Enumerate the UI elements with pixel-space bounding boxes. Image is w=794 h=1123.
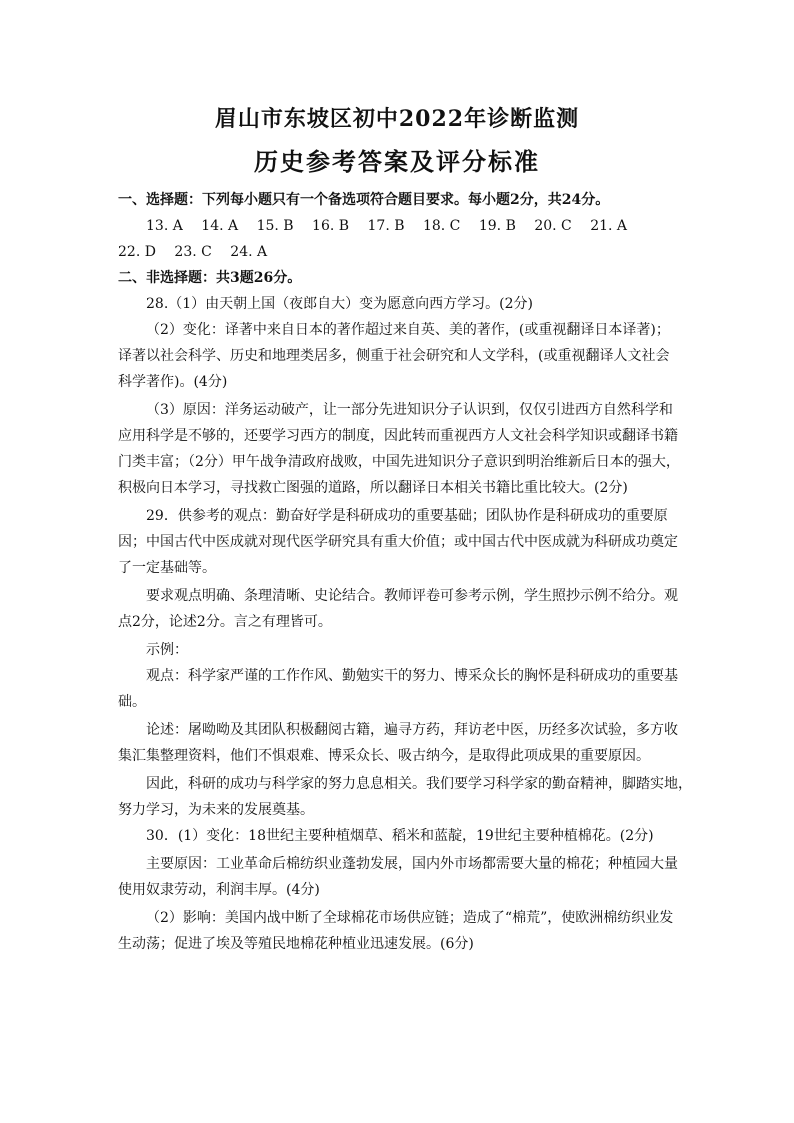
answer-item: 14. A: [201, 218, 239, 234]
q28-part2-line: 译著以社会科学、历史和地理类居多，侧重于社会研究和人文学科，(或重视翻译人文社会: [118, 348, 670, 364]
q29-argument-line: 论述：屠呦呦及其团队积极翻阅古籍，遍寻方药，拜访老中医，历经多次试验，多方收: [146, 722, 678, 738]
q29-conclusion-line: 努力学习，为未来的发展奠基。: [118, 802, 314, 818]
q29-line: 了一定基础等。: [118, 560, 216, 576]
answers-row-1: [146, 216, 641, 236]
q29-requirement-line: 点2分，论述2分。言之有理皆可。: [118, 614, 332, 630]
answer-item: 13. A: [146, 218, 183, 234]
q30-reason-line: 主要原因：工业革命后棉纺织业蓬勃发展，国内外市场都需要大量的棉花；种植园大量: [146, 856, 678, 872]
q29-example-label: 示例：: [146, 642, 188, 658]
answer-item: 19. B: [478, 218, 516, 234]
q30-reason-line: 使用奴隶劳动，利润丰厚。(4分): [118, 882, 320, 898]
q28-part3-line: 积极向日本学习，寻找救亡图强的道路，所以翻译日本相关书籍比重比较大。(2分): [118, 480, 628, 496]
q30-part1: 30．(1）变化：18世纪主要种植烟草、稻米和蓝靛，19世纪主要种植棉花。(2分): [146, 828, 654, 844]
document-subtitle: 历史参考答案及评分标准: [254, 147, 540, 176]
q29-line: 29．供参考的观点：勤奋好学是科研成功的重要基础；团队协作是科研成功的重要原: [146, 508, 668, 524]
q29-argument-line: 集汇集整理资料，他们不惧艰难、博采众长、吸古纳今，是取得此项成果的重要原因。: [118, 748, 650, 764]
q29-viewpoint-line: 础。: [118, 694, 146, 710]
answer-item: 21. A: [590, 218, 628, 234]
q29-requirement-line: 要求观点明确、条理清晰、史论结合。教师评卷可参考示例，学生照抄示例不给分。观: [146, 588, 678, 604]
answers-row-2: [118, 242, 281, 262]
q28-part1: 28.（1）由天朝上国（夜郎自大）变为愿意向西方学习。(2分): [146, 296, 534, 312]
answer-item: 15. B: [256, 218, 294, 234]
q29-line: 因；中国古代中医成就对现代医学研究具有重大价值；或中国古代中医成就为科研成功奠定: [118, 534, 678, 550]
answer-item: 16. B: [312, 218, 350, 234]
answer-item: 18. C: [422, 218, 461, 234]
answer-item: 24. A: [230, 244, 268, 260]
q30-part2-line: 生动荡；促进了埃及等殖民地棉花种植业迅速发展。(6分): [118, 936, 474, 952]
q30-part2-line: （2）影响：美国内战中断了全球棉花市场供应链；造成了“棉荒”，使欧洲棉纺织业发: [146, 910, 674, 926]
q28-part3-line: 门类丰富；（2分）甲午战争清政府战败，中国先进知识分子意识到明治维新后日本的强大，: [118, 454, 680, 470]
q29-conclusion-line: 因此，科研的成功与科学家的努力息息相关。我们要学习科学家的勤奋精神，脚踏实地，: [146, 776, 692, 792]
answer-item: 22. D: [118, 244, 156, 260]
section2-heading: 二、非选择题：共3题26分。: [118, 270, 302, 286]
answer-item: 20. C: [534, 218, 572, 234]
answer-item: 17. B: [367, 218, 405, 234]
answer-item: 23. C: [174, 244, 212, 260]
q28-part2-line: 科学著作)。(4分): [118, 374, 228, 390]
q29-viewpoint-line: 观点：科学家严谨的工作作风、勤勉实干的努力、博采众长的胸怀是科研成功的重要基: [146, 668, 678, 684]
q28-part3-line: （3）原因：洋务运动破产，让一部分先进知识分子认识到，仅仅引进西方自然科学和: [146, 402, 673, 418]
document-title: 眉山市东坡区初中2022年诊断监测: [214, 106, 580, 132]
section1-heading: 一、选择题：下列每小题只有一个备选项符合题目要求。每小题2分，共24分。: [118, 192, 610, 208]
q28-part3-line: 应用科学是不够的，还要学习西方的制度，因此转而重视西方人文社会科学知识或翻译书籍: [118, 428, 678, 444]
q28-part2-line: （2）变化：译著中来自日本的著作超过来自英、美的著作，(或重视翻译日本译著)；: [146, 322, 670, 338]
